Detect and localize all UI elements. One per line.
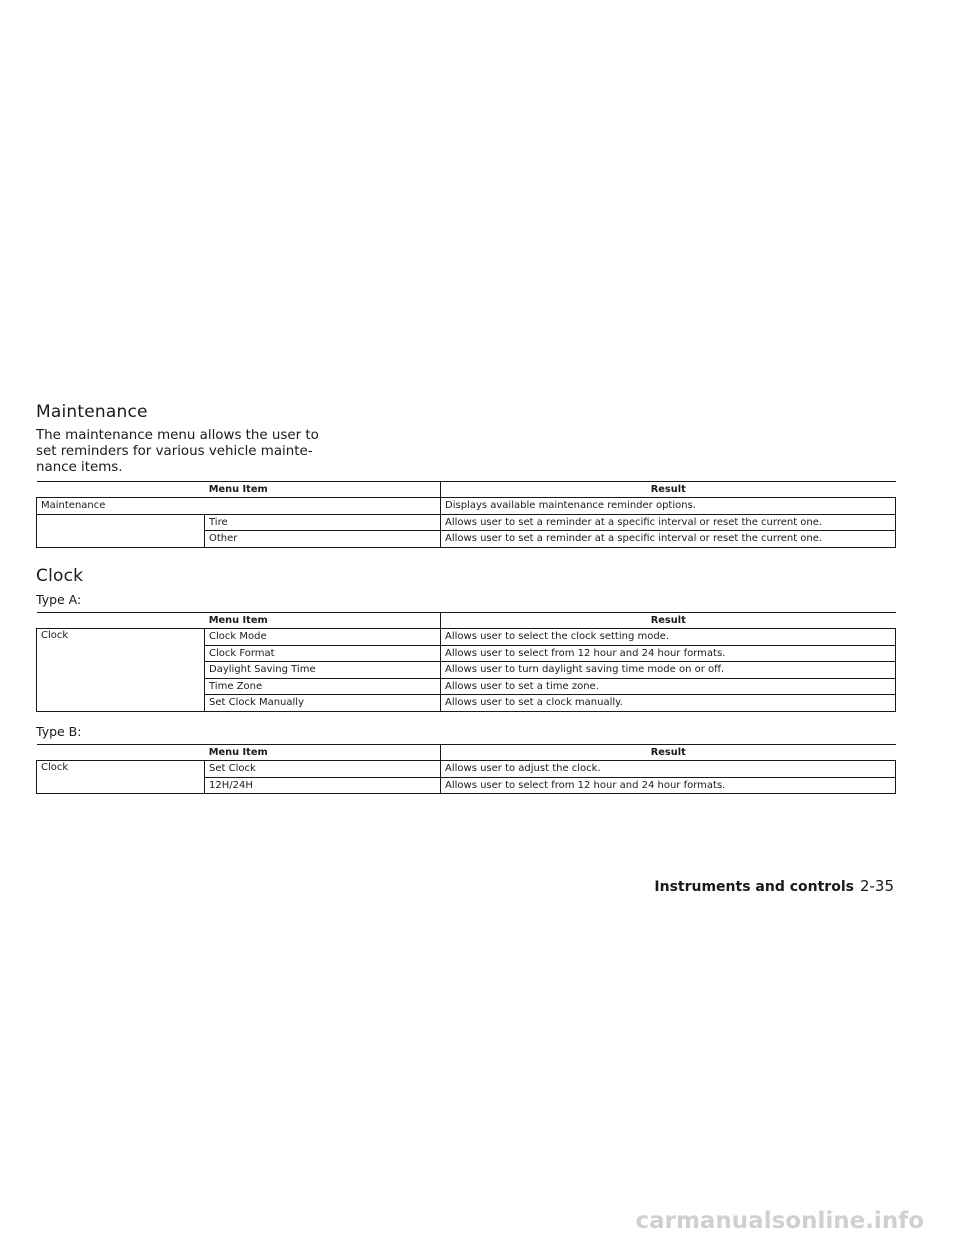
submenu-cell: Clock Format: [205, 645, 441, 662]
maintenance-table: [36, 481, 896, 548]
site-watermark: carmanualsonline.info: [635, 1208, 924, 1234]
result-cell: Displays available maintenance reminder options.: [441, 498, 896, 515]
result-header: Result: [441, 613, 896, 629]
menu-item-header: Menu Item: [37, 745, 441, 761]
menu-item-header: Menu Item: [37, 482, 441, 498]
submenu-cell: 12H/24H: [205, 777, 441, 794]
group-cell: [37, 514, 205, 547]
submenu-cell: Tire: [205, 514, 441, 531]
type-a-label: Type A:: [36, 592, 82, 607]
submenu-cell: Clock Mode: [205, 629, 441, 646]
submenu-cell: Time Zone: [205, 678, 441, 695]
result-cell: Allows user to set a reminder at a specific interval or reset the current one.: [441, 531, 896, 548]
clock-type-b-table: [36, 744, 896, 794]
intro-line: The maintenance menu allows the user to: [36, 428, 319, 443]
maintenance-intro: [36, 428, 326, 476]
submenu-cell: Other: [205, 531, 441, 548]
table-row: [37, 498, 896, 515]
result-cell: Allows user to select from 12 hour and 24 hour formats.: [441, 777, 896, 794]
clock-heading: Clock: [36, 566, 84, 586]
maintenance-heading: Maintenance: [36, 402, 148, 422]
intro-line: nance items.: [36, 460, 123, 475]
table-row: [37, 629, 896, 646]
table-row: [37, 761, 896, 778]
result-header: Result: [441, 482, 896, 498]
result-cell: Allows user to set a reminder at a specific interval or reset the current one.: [441, 514, 896, 531]
intro-line: set reminders for various vehicle mainte-: [36, 444, 313, 459]
result-cell: Allows user to set a time zone.: [441, 678, 896, 695]
result-cell: Allows user to set a clock manually.: [441, 695, 896, 712]
result-header: Result: [441, 745, 896, 761]
submenu-cell: Set Clock Manually: [205, 695, 441, 712]
result-cell: Allows user to select from 12 hour and 24 hour formats.: [441, 645, 896, 662]
table-header-row: [37, 482, 896, 498]
result-cell: Allows user to turn daylight saving time mode on or off.: [441, 662, 896, 679]
group-cell: Clock: [37, 629, 205, 712]
clock-type-a-table: [36, 612, 896, 712]
table-row: [37, 514, 896, 531]
menu-item-header: Menu Item: [37, 613, 441, 629]
group-cell: Clock: [37, 761, 205, 794]
table-header-row: [37, 613, 896, 629]
page-footer: [654, 877, 894, 895]
type-b-label: Type B:: [36, 724, 82, 739]
page-number: 2-35: [859, 877, 894, 895]
submenu-cell: Daylight Saving Time: [205, 662, 441, 679]
footer-section-title: Instruments and controls: [654, 879, 854, 895]
table-header-row: [37, 745, 896, 761]
menu-item-cell: Maintenance: [37, 498, 441, 515]
submenu-cell: Set Clock: [205, 761, 441, 778]
result-cell: Allows user to adjust the clock.: [441, 761, 896, 778]
result-cell: Allows user to select the clock setting mode.: [441, 629, 896, 646]
